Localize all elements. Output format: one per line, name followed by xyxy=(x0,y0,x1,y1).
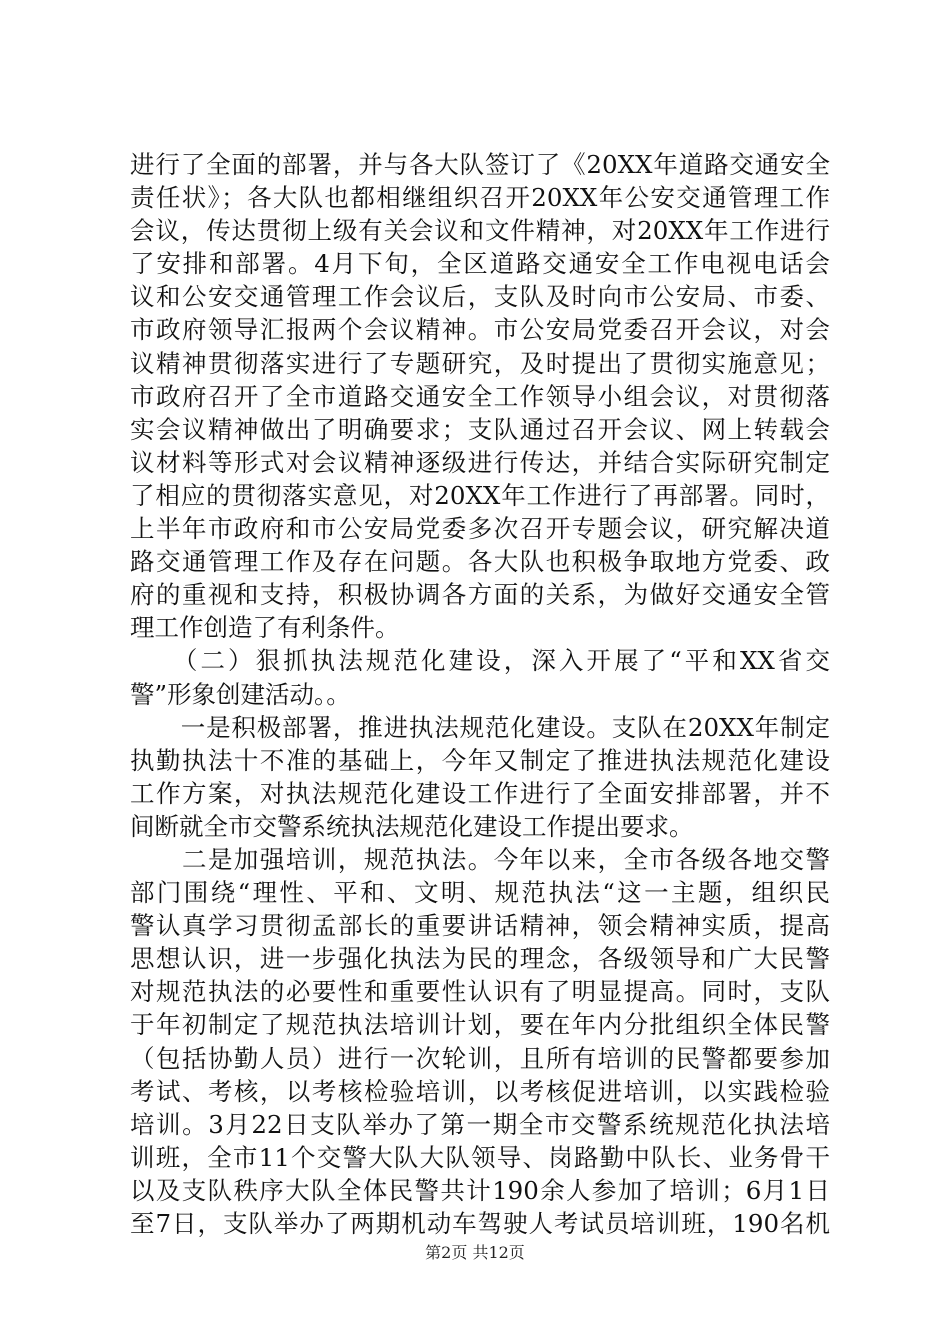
document-body xyxy=(130,148,830,1240)
text-line: 议材料等形式对会议精神逐级进行传达，并结合实际研究制定 xyxy=(130,447,830,477)
text-line: 实会议精神做出了明确要求；支队通过召开会议、网上转载会 xyxy=(130,414,830,444)
text-line: 于年初制定了规范执法培训计划，要在年内分批组织全体民警 xyxy=(130,1010,830,1040)
text-line: 警”形象创建活动。。 xyxy=(130,679,351,709)
text-line: 培训。3月22日支队举办了第一期全市交警系统规范化执法培 xyxy=(130,1109,830,1139)
text-line: （包括协勤人员）进行一次轮训，且所有培训的民警都要参加 xyxy=(130,1043,830,1073)
text-line: （二）狠抓执法规范化建设，深入开展了“平和XX省交 xyxy=(130,646,830,676)
text-line: 以及支队秩序大队全体民警共计190余人参加了培训；6月1日 xyxy=(130,1175,830,1205)
text-line: 了相应的贯彻落实意见，对20XX年工作进行了再部署。同时， xyxy=(130,480,830,510)
text-line: 责任状》；各大队也都相继组织召开20XX年公安交通管理工作 xyxy=(130,183,830,213)
text-line: 训班，全市11个交警大队大队领导、岗路勤中队长、业务骨干 xyxy=(130,1142,830,1172)
text-line: 对规范执法的必要性和重要性认识有了明显提高。同时，支队 xyxy=(130,977,830,1007)
text-line: 思想认识，进一步强化执法为民的理念，各级领导和广大民警 xyxy=(130,944,830,974)
text-line: 执勤执法十不准的基础上，今年又制定了推进执法规范化建设 xyxy=(130,745,830,775)
text-line: 警认真学习贯彻孟部长的重要讲话精神，领会精神实质，提高 xyxy=(130,911,830,941)
text-line: 间断就全市交警系统执法规范化建设工作提出要求。 xyxy=(130,811,694,841)
text-line: 府的重视和支持，积极协调各方面的关系，为做好交通安全管 xyxy=(130,580,830,610)
page-footer: 第2页 共12页 xyxy=(425,1243,525,1262)
text-line: 至7日，支队举办了两期机动车驾驶人考试员培训班，190名机 xyxy=(130,1209,830,1238)
text-line: 理工作创造了有利条件。 xyxy=(130,613,400,643)
text-line: 路交通管理工作及存在问题。各大队也积极争取地方党委、政 xyxy=(130,547,830,577)
text-line: 会议，传达贯彻上级有关会议和文件精神，对20XX年工作进行 xyxy=(130,216,830,246)
text-line: 议和公安交通管理工作会议后，支队及时向市公安局、市委、 xyxy=(130,282,830,312)
text-line: 二是加强培训，规范执法。今年以来，全市各级各地交警 xyxy=(130,844,830,874)
text-line: 议精神贯彻落实进行了专题研究，及时提出了贯彻实施意见； xyxy=(130,348,830,378)
text-line: 市政府召开了全市道路交通安全工作领导小组会议，对贯彻落 xyxy=(130,381,830,411)
text-line: 市政府领导汇报两个会议精神。市公安局党委召开会议，对会 xyxy=(130,315,830,345)
text-line: 上半年市政府和市公安局党委多次召开专题会议，研究解决道 xyxy=(130,514,830,544)
text-line: 部门围绕“理性、平和、文明、规范执法“这一主题，组织民 xyxy=(130,878,830,908)
text-line: 考试、考核，以考核检验培训，以考核促进培训，以实践检验 xyxy=(130,1076,830,1106)
text-line: 了安排和部署。4月下旬，全区道路交通安全工作电视电话会 xyxy=(130,249,830,279)
text-line: 一是积极部署，推进执法规范化建设。支队在20XX年制定 xyxy=(130,712,830,742)
text-line: 进行了全面的部署，并与各大队签订了《20XX年道路交通安全 xyxy=(130,150,830,179)
text-line: 工作方案，对执法规范化建设工作进行了全面安排部署，并不 xyxy=(130,778,830,808)
